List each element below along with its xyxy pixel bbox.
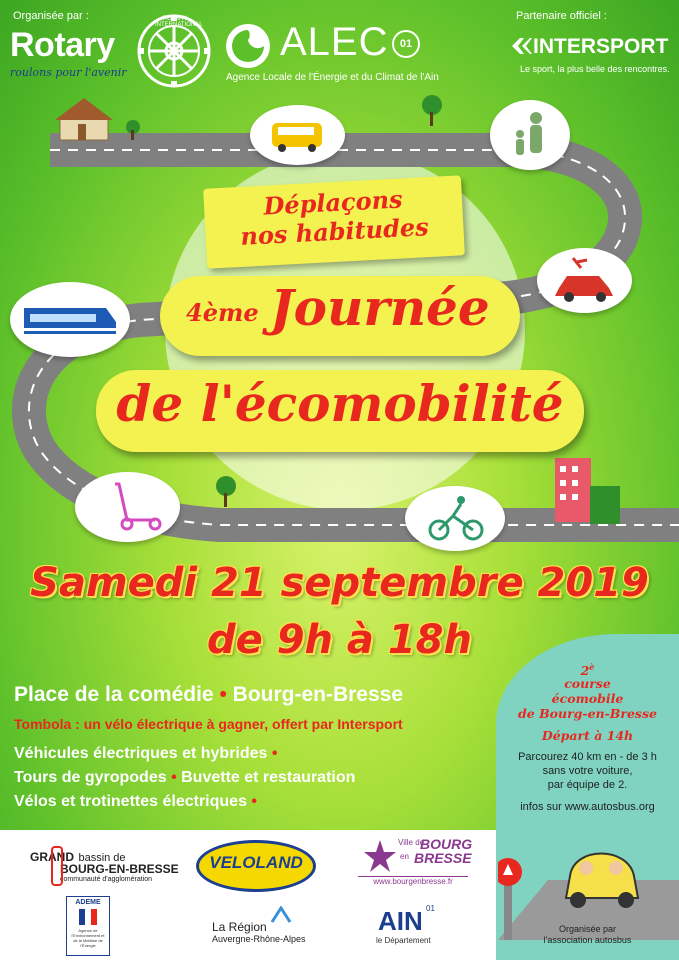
activity-bullet: • — [251, 793, 258, 810]
organised-by-autosbus-2: l'association autosbus — [543, 935, 632, 945]
ville-de-text: Ville de — [398, 838, 425, 847]
ain-subtitle: le Département — [376, 936, 431, 945]
title-banner-2 — [96, 370, 584, 452]
ain-text: AIN — [378, 906, 423, 936]
race-line-2: écomobile — [551, 691, 624, 706]
rotary-logo-text: Rotary — [10, 26, 115, 64]
partner-label: Partenaire officiel : — [516, 10, 607, 22]
race-desc-3: par équipe de 2. — [547, 779, 628, 791]
race-start-time: Départ à 14h — [541, 728, 634, 743]
ville-bourg-text: BOURG — [420, 836, 473, 852]
race-desc-2: sans votre voiture, — [542, 765, 633, 777]
organised-by-label: Organisée par : — [13, 10, 89, 22]
rotary-tagline: roulons pour l'avenir — [10, 66, 127, 79]
race-line-3: de Bourg-en-Bresse — [518, 706, 657, 721]
activity-line-3 — [14, 793, 257, 811]
rotary-badge-text: ROTARY INTERNATIONAL — [155, 16, 203, 28]
activity-line-1 — [14, 745, 278, 763]
alec-number-badge: 01 — [392, 30, 420, 58]
train-cloud — [10, 282, 130, 357]
bassin-text: bassin de — [78, 852, 126, 864]
place-separator: • — [219, 683, 227, 706]
activity-item: Véhicules électriques et hybrides — [14, 745, 268, 762]
event-date: Samedi 21 septembre 2019 — [30, 560, 649, 606]
activity-bullet: • — [171, 769, 177, 786]
veloland-logo — [196, 840, 316, 892]
title-ecomobilite: de l'écomobilité — [116, 374, 564, 433]
veloland-text: VELOLAND — [209, 853, 303, 872]
region-subtitle: Auvergne-Rhône-Alpes — [212, 934, 306, 944]
event-location — [14, 683, 403, 707]
activity-line-2 — [14, 769, 355, 787]
ademe-logo — [66, 896, 110, 956]
activity-item: Tours de gyropodes — [14, 769, 167, 786]
region-name: La Région — [212, 920, 267, 934]
ville-url[interactable]: www.bourgenbresse.fr — [358, 876, 468, 889]
scooter-icon — [75, 472, 180, 542]
intersport-tagline: Le sport, la plus belle des rencontres. — [520, 64, 670, 74]
ademe-text: ADEME — [75, 899, 101, 906]
communaute-text: communauté d'agglomération — [60, 876, 153, 883]
autosbus-illustration — [498, 820, 679, 940]
ville-en-text: en — [400, 852, 409, 861]
ville-bourg-star-icon — [362, 838, 398, 874]
activity-item: Buvette et restauration — [181, 769, 356, 786]
race-info-link[interactable]: infos sur www.autosbus.org — [520, 801, 655, 813]
activity-item: Vélos et trotinettes électriques — [14, 793, 247, 810]
electric-car-icon — [537, 248, 632, 313]
bus-icon — [250, 105, 345, 165]
organised-by-autosbus-1: Organisée par — [558, 924, 617, 934]
slogan-line-2: nos habitudes — [239, 212, 430, 251]
intersport-logo-text: INTERSPORT — [533, 35, 669, 58]
region-mountain-icon — [270, 906, 292, 924]
race-number-suffix: è — [589, 662, 595, 672]
bourg-text: BOURG-EN-BRESSE — [60, 862, 179, 876]
activity-bullet: • — [271, 745, 278, 762]
grand-bassin-mark-icon — [51, 846, 63, 886]
race-desc-1: Parcourez 40 km en - de 3 h — [518, 751, 657, 763]
ademe-subtitle: Agence de l'Environnement et de la Maîtrise de l'Énergie — [71, 928, 105, 948]
race-line-1: course — [564, 676, 611, 691]
pedestrians-cloud — [490, 100, 570, 170]
electric-car-cloud — [537, 248, 632, 313]
title-journee: Journée — [270, 278, 490, 337]
alec-subtitle: Agence Locale de l'Énergie et du Climat de l'Ain — [226, 72, 439, 83]
bus-cloud — [250, 105, 345, 165]
race-number-value: 2 — [580, 663, 590, 679]
ain-number: 01 — [426, 904, 435, 913]
cyclist-cloud — [405, 486, 505, 551]
slogan-banner — [203, 175, 465, 268]
family-walking-icon — [490, 100, 570, 170]
alec-logo-text: ALEC — [280, 20, 389, 64]
title-banner-1 — [160, 276, 520, 356]
grand-text: GRAND — [30, 850, 74, 864]
event-hours: de 9h à 18h — [207, 617, 472, 663]
slogan-line-1: Déplaçons — [262, 184, 404, 221]
train-icon — [10, 282, 130, 357]
edition-label: 4ème — [186, 298, 259, 327]
ademe-flag-icon — [79, 909, 97, 925]
scooter-cloud — [75, 472, 180, 542]
city-name: Bourg-en-Bresse — [232, 683, 404, 706]
place-name: Place de la comédie — [14, 683, 214, 706]
ville-bresse-text: BRESSE — [414, 850, 472, 866]
cyclist-icon — [405, 486, 505, 551]
tombola-text: Tombola : un vélo électrique à gagner, offert par Intersport — [14, 716, 403, 732]
